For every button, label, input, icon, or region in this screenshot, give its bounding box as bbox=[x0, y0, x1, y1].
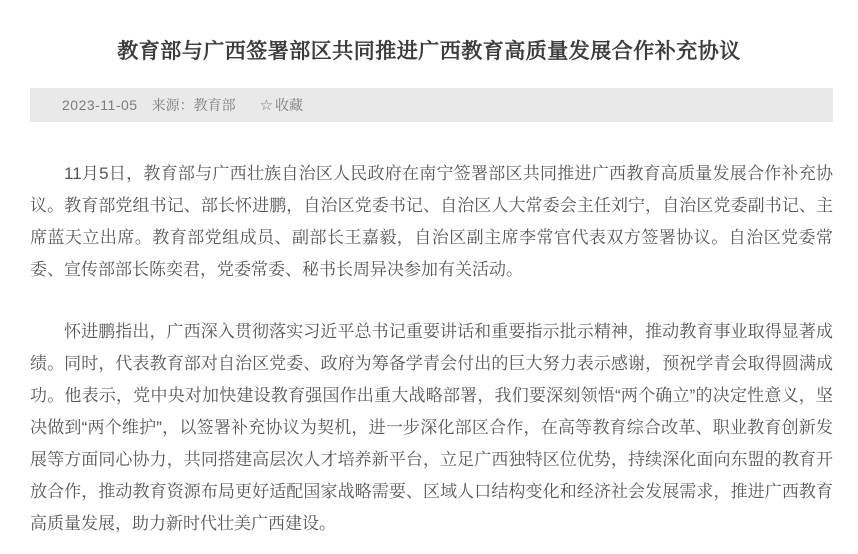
publish-date: 2023-11-05 bbox=[62, 97, 138, 113]
page-title: 教育部与广西签署部区共同推进广西教育高质量发展合作补充协议 bbox=[117, 40, 741, 63]
meta-bar bbox=[30, 88, 833, 122]
article-paragraph: 11月5日，教育部与广西壮族自治区人民政府在南宁签署部区共同推进广西教育高质量发展合作补充协议。教育部党组书记、部长怀进鹏，自治区党委书记、自治区人大常委会主任刘宁，自治区党委副书记、主席蓝天立出席。教育部党组成员、副部长王嘉毅，自治区副主席李常官代表双方签署协议。自治区党委常委、宣传部部长陈奕君，党委常委、秘书长周异决参加有关活动。 bbox=[30, 164, 833, 279]
favorite-button[interactable] bbox=[260, 95, 303, 115]
star-icon: ☆ bbox=[259, 96, 274, 114]
favorite-label: 收藏 bbox=[275, 97, 304, 113]
article-body bbox=[30, 158, 833, 540]
article-paragraph: 怀进鹏指出，广西深入贯彻落实习近平总书记重要讲话和重要指示批示精神，推动教育事业取得显著成绩。同时，代表教育部对自治区党委、政府为筹备学青会付出的巨大努力表示感谢，预祝学青会取得圆满成功。他表示，党中央对加快建设教育强国作出重大战略部署，我们要深刻领悟“两个确立”的决定性意义，坚决做到“两个维护”，以签署补充协议为契机，进一步深化部区合作，在高等教育综合改革、职业教育创新发展等方面同心协力，共同搭建高层次人才培养新平台，立足广西独特区位优势，持续深化面向东盟的教育开放合作，推动教育资源布局更好适配国家战略需要、区域人口结构变化和经济社会发展需求，推进广西教育高质量发展，助力新时代壮美广西建设。 bbox=[30, 322, 833, 533]
source-label: 来源：教育部 bbox=[151, 97, 236, 113]
